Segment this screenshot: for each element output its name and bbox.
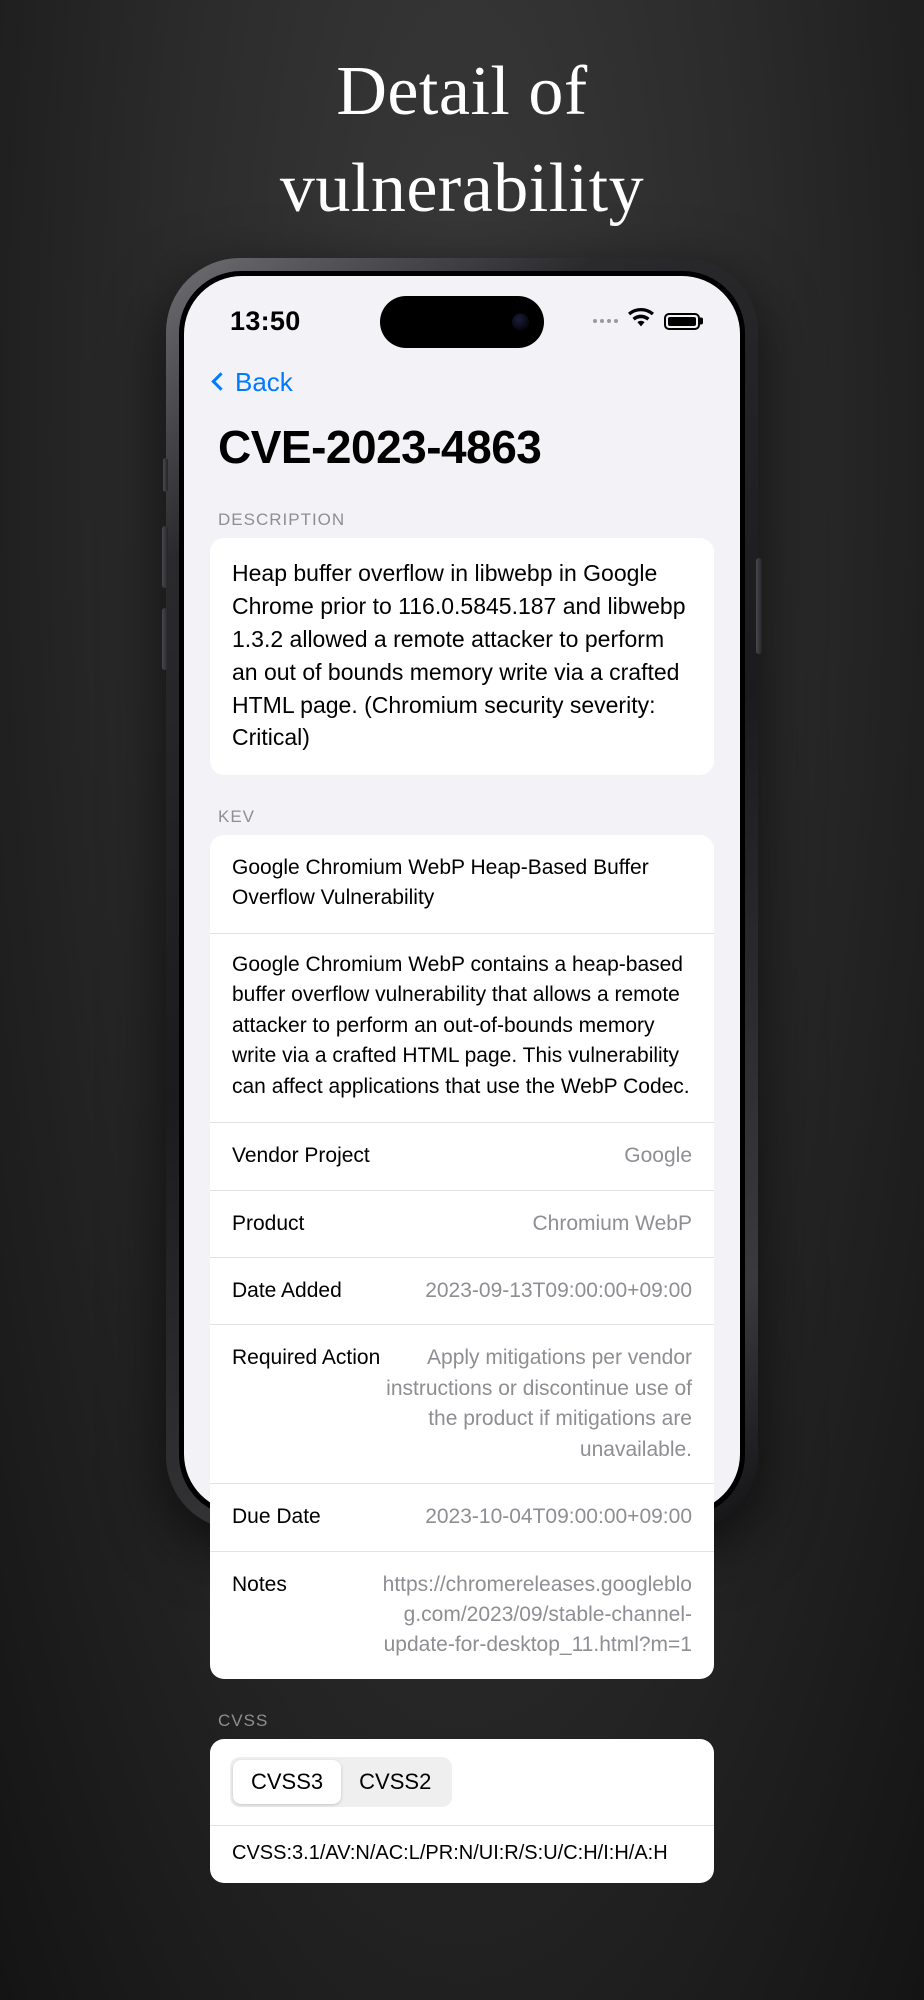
status-bar-indicators [593,297,700,334]
table-row[interactable] [210,1551,714,1679]
kev-row-value: 2023-10-04T09:00:00+09:00 [425,1505,692,1529]
phone-screen [184,276,740,1864]
table-row [210,1483,714,1550]
navigation-bar [184,354,740,410]
wifi-icon [627,309,655,334]
volume-up-button[interactable] [162,526,168,588]
table-row [210,1122,714,1189]
kev-row-value[interactable]: https://chromereleases.googleblog.com/2023/09/stable-channel-update-for-desktop_11.html?m=1 [382,1572,692,1657]
kev-description: Google Chromium WebP contains a heap-based buffer overflow vulnerability that allows a remote attacker to perform an out-of-bounds memory write via a crafted HTML page. This vulnerability can affect applications that use the WebP Codec. [210,933,714,1122]
back-button[interactable] [214,367,293,398]
promo-heading-line-1: Detail of [336,53,588,130]
front-camera-icon [512,314,529,331]
kev-section-label: KEV [218,807,256,827]
dynamic-island [380,296,544,348]
description-card [210,538,714,775]
battery-icon [664,313,700,330]
kev-row-value: Google [624,1144,692,1168]
status-bar [184,276,740,354]
kev-row-value: Chromium WebP [532,1211,692,1235]
kev-row-key: Required Action [232,1346,381,1370]
page-title: CVE-2023-4863 [218,421,542,473]
phone-frame [166,258,758,1864]
kev-card [210,835,714,1679]
cvss-segmented-control[interactable] [230,1757,452,1807]
promo-heading [0,0,924,237]
tab-cvss2[interactable]: CVSS2 [359,1768,432,1794]
status-bar-clock: 13:50 [230,305,301,336]
kev-row-key: Product [232,1211,305,1235]
tab-cvss3[interactable]: CVSS3 [233,1760,341,1804]
description-text: Heap buffer overflow in libwebp in Google Chrome prior to 116.0.5845.187 and libwebp 1.3.2 allowed a remote attacker to perform an out of bounds memory write via a crafted HTML page. (Chromium security severity: Critical) [232,560,686,751]
back-button-label: Back [235,366,293,397]
description-section-label: DESCRIPTION [218,510,346,529]
silent-switch[interactable] [163,458,168,492]
table-row [210,1190,714,1257]
kev-title: Google Chromium WebP Heap-Based Buffer Overflow Vulnerability [232,856,649,910]
cvss-vector-string: CVSS:3.1/AV:N/AC:L/PR:N/UI:R/S:U/C:H/I:H/A:H [210,1825,714,1883]
cvss-segmented-control-wrapper [210,1739,714,1825]
cvss-card [210,1739,714,1883]
chevron-left-icon [211,372,229,390]
volume-down-button[interactable] [162,608,168,670]
table-row [210,1257,714,1324]
kev-row-key: Notes [232,1572,287,1596]
kev-row-value: 2023-09-13T09:00:00+09:00 [425,1278,692,1302]
detail-scroll-view[interactable] [184,410,740,1864]
kev-row-key: Date Added [232,1278,342,1302]
kev-row-key: Due Date [232,1505,321,1529]
promo-heading-line-2: vulnerability [279,149,645,227]
kev-row-key: Vendor Project [232,1144,370,1168]
table-row [210,1324,714,1483]
phone-bezel [179,271,745,1864]
power-button[interactable] [756,558,762,654]
cvss-section-label: CVSS [218,1710,269,1730]
kev-row-value: Apply mitigations per vendor instructions or discontinue use of the product if mitigations are unavailable. [386,1346,692,1461]
signal-dots-icon [593,319,618,323]
